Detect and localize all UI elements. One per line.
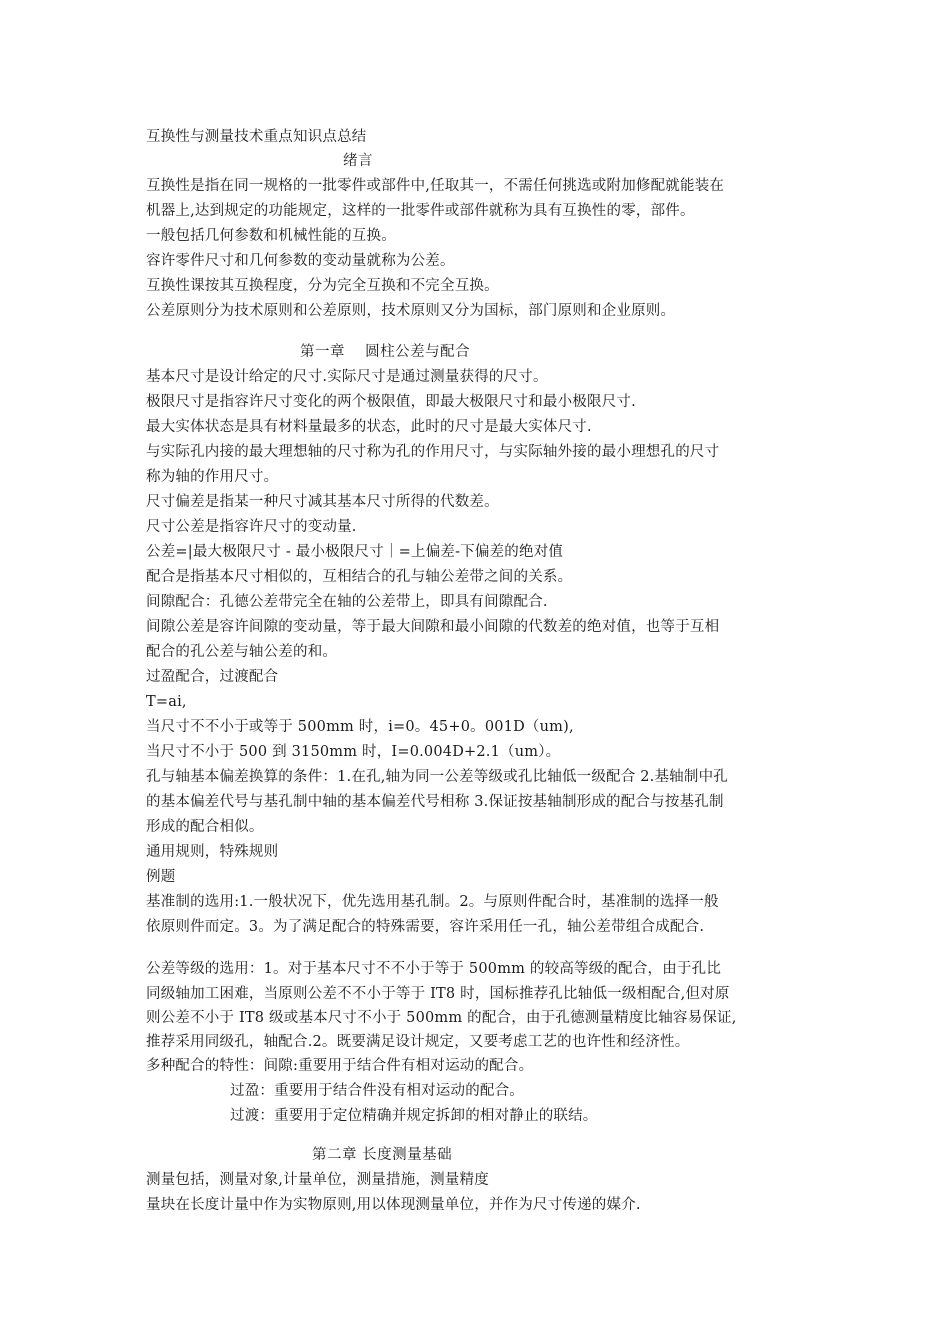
paragraph-line: 推荐采用同级孔，轴配合.2。既要满足设计规定，又要考虑工艺的也许性和经济性。 (146, 1034, 690, 1050)
paragraph-line: 配合是指基本尺寸相似的，互相结合的孔与轴公差带之间的关系。 (146, 569, 573, 585)
paragraph-line: 配合的孔公差与轴公差的和。 (146, 644, 338, 660)
paragraph-line: 机器上,达到规定的功能规定，这样的一批零件或部件就称为具有互换性的零，部件。 (146, 203, 695, 219)
paragraph-line: 孔与轴基本偏差换算的条件：1.在孔,轴为同一公差等级或孔比轴低一级配合 2.基轴制中孔 (146, 769, 728, 785)
paragraph-line: 的基本偏差代号与基孔制中轴的基本偏差代号相称 3.保证按基轴制形成的配合与按基孔制 (146, 794, 724, 810)
paragraph-line: 间隙配合：孔德公差带完全在轴的公差带上，即具有间隙配合. (146, 594, 548, 610)
paragraph-line: 互换性是指在同一规格的一批零件或部件中,任取其一，不需任何挑选或附加修配就能装在 (146, 178, 725, 194)
paragraph-line: 与实际孔内接的最大理想轴的尺寸称为孔的作用尺寸，与实际轴外接的最小理想孔的尺寸 (146, 444, 720, 460)
paragraph-line: 依原则件而定。3。为了满足配合的特殊需要，容许采用任一孔，轴公差带组合成配合. (146, 919, 705, 935)
paragraph-line: 基准制的选用:1.一般状况下，优先选用基孔制。2。与原则件配合时，基准制的选择一般 (146, 894, 719, 910)
chapter-1-heading: 第一章 圆柱公差与配合 (300, 344, 471, 360)
paragraph-line: 多种配合的特性：间隙:重要用于结合件有相对运动的配合。 (146, 1058, 534, 1074)
intro-heading: 绪言 (343, 153, 373, 169)
paragraph-line: 间隙公差是容许间隙的变动量，等于最大间隙和最小间隙的代数差的绝对值，也等于互相 (146, 619, 720, 635)
chapter-2-heading: 第二章 长度测量基础 (312, 1147, 453, 1163)
paragraph-line: 则公差不小于 IT8 级或基本尺寸不小于 500mm 的配合，由于孔德测量精度比轴容易保证, (146, 1010, 737, 1026)
paragraph-line: 公差等级的选用：1。对于基本尺寸不不小于等于 500mm 的较高等级的配合，由于孔比 (146, 961, 722, 977)
fit-interference-line: 过盈：重要用于结合件没有相对运动的配合。 (230, 1083, 524, 1099)
paragraph-line: 尺寸偏差是指某一种尺寸减其基本尺寸所得的代数差。 (146, 494, 499, 510)
paragraph-line: 一般包括几何参数和机械性能的互换。 (146, 228, 396, 244)
fit-transition-line: 过渡：重要用于定位精确并规定拆卸的相对静止的联结。 (230, 1108, 598, 1124)
paragraph-line: 称为轴的作用尺寸。 (146, 469, 279, 485)
paragraph-line: 通用规则，特殊规则 (146, 844, 279, 860)
paragraph-line: 最大实体状态是具有材料量最多的状态，此时的尺寸是最大实体尺寸. (146, 419, 592, 435)
paragraph-line: 形成的配合相似。 (146, 819, 264, 835)
document-title: 互换性与测量技术重点知识点总结 (146, 129, 367, 145)
paragraph-line: 测量包括，测量对象,计量单位，测量措施，测量精度 (146, 1172, 489, 1188)
paragraph-line: 公差=|最大极限尺寸 - 最小极限尺寸｜=上偏差-下偏差的绝对值 (146, 544, 564, 560)
paragraph-line: 互换性课按其互换程度，分为完全互换和不完全互换。 (146, 278, 499, 294)
paragraph-line: 极限尺寸是指容许尺寸变化的两个极限值，即最大极限尺寸和最小极限尺寸. (146, 394, 636, 410)
paragraph-line: 尺寸公差是指容许尺寸的变动量. (146, 519, 357, 535)
paragraph-line: 过盈配合，过渡配合 (146, 669, 279, 685)
paragraph-line: 例题 (146, 869, 176, 885)
paragraph-line: 公差原则分为技术原则和公差原则，技术原则又分为国标，部门原则和企业原则。 (146, 303, 676, 319)
formula-line: 当尺寸不不小于或等于 500mm 时，i=0。45+0。001D（um), (146, 719, 574, 735)
paragraph-line: 量块在长度计量中作为实物原则,用以体现测量单位，并作为尺寸传递的媒介. (146, 1197, 641, 1213)
paragraph-line: 同级轴加工困难，当原则公差不不小于等于 IT8 时，国标推荐孔比轴低一级相配合,但对原 (146, 986, 730, 1002)
formula-line: T=ai, (146, 694, 187, 710)
paragraph-line: 容许零件尺寸和几何参数的变动量就称为公差。 (146, 253, 455, 269)
formula-line: 当尺寸不小于 500 到 3150mm 时，I=0.004D+2.1（um）。 (146, 744, 561, 760)
paragraph-line: 基本尺寸是设计给定的尺寸.实际尺寸是通过测量获得的尺寸。 (146, 369, 548, 385)
